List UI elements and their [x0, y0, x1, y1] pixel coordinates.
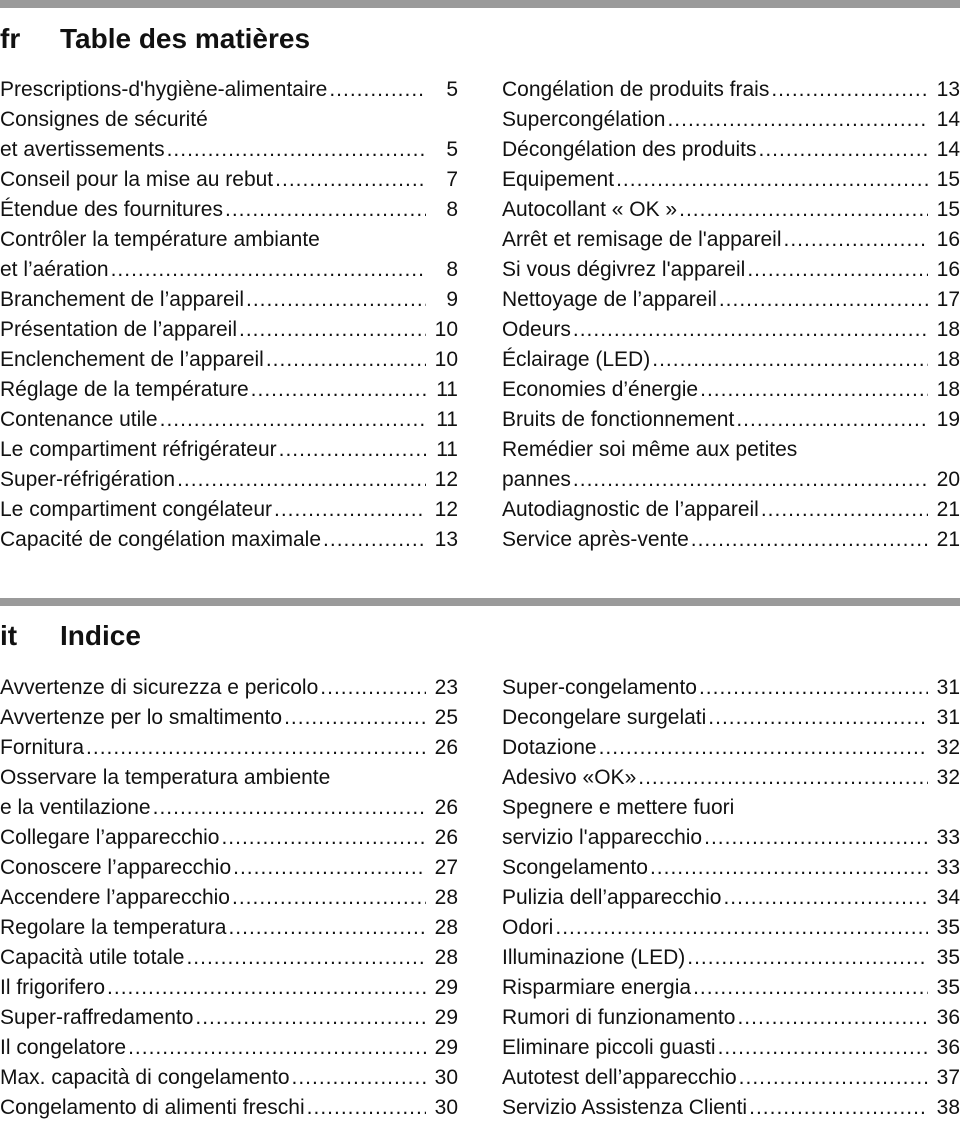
toc-entry	[0, 943, 458, 973]
dot-leader	[698, 375, 928, 405]
toc-page-number: 33	[936, 856, 960, 879]
toc-page-number: 21	[936, 498, 960, 521]
dot-leader	[273, 165, 426, 195]
toc-page-number: 33	[936, 826, 960, 849]
toc-entry	[502, 195, 960, 225]
toc-entry	[502, 435, 960, 465]
toc-entry	[0, 883, 458, 913]
section-divider-fr	[0, 0, 960, 8]
toc-entry-title: Odori	[502, 916, 554, 939]
dot-leader	[706, 703, 928, 733]
toc-entry-title: Illuminazione (LED)	[502, 946, 686, 969]
toc-page-number: 31	[936, 706, 960, 729]
toc-column-right-it	[502, 673, 960, 1123]
toc-entry	[0, 1063, 458, 1093]
toc-entry	[0, 853, 458, 883]
dot-leader	[282, 703, 426, 733]
dot-leader	[244, 285, 426, 315]
dot-leader	[165, 135, 426, 165]
toc-entry-title: Présentation de l’appareil	[0, 318, 237, 341]
toc-page-number: 8	[446, 198, 458, 221]
dot-leader	[757, 135, 928, 165]
toc-entry	[0, 285, 458, 315]
toc-entry-title: Super-raffredamento	[0, 1006, 194, 1029]
dot-leader	[734, 405, 928, 435]
toc-entry	[0, 195, 458, 225]
toc-page-number: 37	[936, 1066, 960, 1089]
dot-leader	[109, 255, 426, 285]
toc-page-number: 10	[434, 348, 458, 371]
toc-page-number: 34	[936, 886, 960, 909]
dot-leader	[781, 225, 928, 255]
toc-entry	[0, 315, 458, 345]
dot-leader	[318, 673, 426, 703]
toc-entry	[0, 733, 458, 763]
toc-entry	[0, 673, 458, 703]
toc-entry-title: Eliminare piccoli guasti	[502, 1036, 716, 1059]
toc-page-number: 16	[936, 258, 960, 281]
toc-entry-title: Il frigorifero	[0, 976, 106, 999]
toc-entry	[502, 1033, 960, 1063]
toc-entry-title: Enclenchement de l’appareil	[0, 348, 264, 371]
toc-entry-title: Super-congelamento	[502, 676, 697, 699]
toc-page-number: 25	[434, 706, 458, 729]
toc-entry	[0, 105, 458, 135]
toc-page-number: 30	[434, 1096, 458, 1119]
toc-entry-title: Il congelatore	[0, 1036, 127, 1059]
dot-leader	[716, 1033, 928, 1063]
dot-leader	[175, 465, 426, 495]
toc-entry	[0, 225, 458, 255]
toc-entry	[502, 1093, 960, 1123]
toc-entry	[0, 255, 458, 285]
toc-entry	[502, 973, 960, 1003]
toc-entry-title: Congelamento di alimenti freschi	[0, 1096, 305, 1119]
toc-page-number: 30	[434, 1066, 458, 1089]
dot-leader	[747, 1093, 928, 1123]
toc-entry	[502, 525, 960, 555]
toc-entry-title: Pulizia dell’apparecchio	[502, 886, 722, 909]
toc-entry	[0, 703, 458, 733]
toc-entry-title: Nettoyage de l’appareil	[502, 288, 717, 311]
dot-leader	[219, 823, 426, 853]
toc-entry	[502, 703, 960, 733]
toc-entry	[0, 165, 458, 195]
dot-leader	[648, 853, 928, 883]
toc-entry	[502, 345, 960, 375]
toc-page-number: 15	[936, 168, 960, 191]
toc-page-number: 16	[936, 228, 960, 251]
toc-page-number: 28	[434, 916, 458, 939]
toc-entry	[502, 913, 960, 943]
toc-page-number: 29	[434, 1036, 458, 1059]
section-divider-it	[0, 598, 960, 606]
toc-entry-title: Prescriptions-d'hygiène-alimentaire	[0, 78, 328, 101]
dot-leader	[272, 495, 426, 525]
section-title: Indice	[60, 620, 141, 651]
dot-leader	[650, 345, 928, 375]
toc-entry	[502, 285, 960, 315]
toc-entry-title: Arrêt et remisage de l'appareil	[502, 228, 782, 251]
dot-leader	[327, 75, 426, 105]
toc-entry-title: Supercongélation	[502, 108, 666, 131]
toc-entry-title: Branchement de l’appareil	[0, 288, 244, 311]
dot-leader	[665, 105, 928, 135]
toc-column-left-fr	[0, 75, 458, 555]
toc-entry-title: Autocollant « OK »	[502, 198, 678, 221]
dot-leader	[614, 165, 928, 195]
dot-leader	[636, 763, 928, 793]
language-code: it	[0, 620, 18, 651]
toc-page-number: 32	[936, 766, 960, 789]
dot-leader	[237, 315, 426, 345]
toc-entry-title: Conoscere l’apparecchio	[0, 856, 232, 879]
dot-leader	[231, 853, 426, 883]
toc-entry	[0, 375, 458, 405]
dot-leader	[184, 943, 426, 973]
dot-leader	[769, 75, 928, 105]
toc-entry-title: e la ventilazione	[0, 796, 151, 819]
section-heading-it	[0, 614, 141, 658]
toc-entry	[502, 465, 960, 495]
toc-page-number: 29	[434, 976, 458, 999]
toc-entry-title: Le compartiment congélateur	[0, 498, 272, 521]
section-heading-fr	[0, 17, 310, 61]
toc-entry-title: Rumori di funzionamento	[502, 1006, 736, 1029]
dot-leader	[721, 883, 928, 913]
toc-entry-title: Risparmiare energia	[502, 976, 692, 999]
dot-leader	[689, 525, 928, 555]
toc-entry	[0, 405, 458, 435]
toc-column-right-fr	[502, 75, 960, 555]
toc-entry	[0, 1003, 458, 1033]
toc-page-number: 5	[446, 138, 458, 161]
toc-entry	[0, 75, 458, 105]
dot-leader	[290, 1063, 427, 1093]
dot-leader	[737, 1063, 928, 1093]
toc-entry-title: Capacité de congélation maximale	[0, 528, 322, 551]
toc-entry-title: Regolare la temperatura	[0, 916, 227, 939]
toc-entry	[502, 255, 960, 285]
toc-entry-title: Éclairage (LED)	[502, 348, 651, 371]
toc-entry	[502, 135, 960, 165]
dot-leader	[597, 733, 928, 763]
toc-entry	[502, 943, 960, 973]
toc-entry	[502, 495, 960, 525]
toc-entry	[502, 375, 960, 405]
toc-entry	[502, 883, 960, 913]
toc-page-number: 28	[434, 946, 458, 969]
toc-entry	[0, 973, 458, 1003]
toc-entry-title: Osservare la temperatura ambiente	[0, 766, 331, 789]
toc-entry-title: Equipement	[502, 168, 615, 191]
toc-entry-title: Super-réfrigération	[0, 468, 176, 491]
dot-leader	[305, 1093, 426, 1123]
toc-entry	[0, 1093, 458, 1123]
toc-entry-title: pannes	[502, 468, 571, 491]
dot-leader	[735, 1003, 928, 1033]
toc-page-number: 5	[446, 78, 458, 101]
toc-entry	[502, 165, 960, 195]
dot-leader	[691, 973, 928, 1003]
dot-leader	[745, 255, 928, 285]
toc-entry-title: Collegare l’apparecchio	[0, 826, 220, 849]
toc-page-number: 35	[936, 946, 960, 969]
toc-entry	[502, 1003, 960, 1033]
toc-page-number: 14	[936, 138, 960, 161]
dot-leader	[571, 315, 928, 345]
toc-entry-title: Réglage de la température	[0, 378, 249, 401]
dot-leader	[105, 973, 426, 1003]
toc-page-number: 26	[434, 826, 458, 849]
dot-leader	[230, 883, 426, 913]
toc-page-number: 28	[434, 886, 458, 909]
toc-entry-title: Autotest dell’apparecchio	[502, 1066, 737, 1089]
toc-column-left-it	[0, 673, 458, 1123]
toc-page-number: 12	[434, 468, 458, 491]
toc-entry	[0, 823, 458, 853]
toc-entry-title: Autodiagnostic de l’appareil	[502, 498, 759, 521]
toc-page-number: 13	[936, 78, 960, 101]
toc-entry	[502, 823, 960, 853]
toc-entry-title: et l’aération	[0, 258, 109, 281]
toc-entry	[0, 763, 458, 793]
toc-entry	[502, 763, 960, 793]
toc-entry-title: Odeurs	[502, 318, 571, 341]
toc-entry-title: Le compartiment réfrigérateur	[0, 438, 277, 461]
toc-entry-title: Conseil pour la mise au rebut	[0, 168, 274, 191]
toc-page-number: 31	[936, 676, 960, 699]
toc-entry-title: Scongelamento	[502, 856, 648, 879]
toc-page-number: 27	[434, 856, 458, 879]
toc-entry-title: Spegnere e mettere fuori	[502, 796, 735, 819]
toc-entry-title: Contrôler la température ambiante	[0, 228, 320, 251]
toc-page-number: 11	[436, 408, 458, 431]
toc-page-number: 15	[936, 198, 960, 221]
toc-page-number: 9	[446, 288, 458, 311]
toc-entry	[502, 405, 960, 435]
dot-leader	[249, 375, 426, 405]
toc-entry	[0, 913, 458, 943]
toc-page-number: 35	[936, 976, 960, 999]
toc-entry	[0, 345, 458, 375]
toc-entry-title: et avertissements	[0, 138, 165, 161]
toc-page-number: 18	[936, 348, 960, 371]
toc-entry-title: Contenance utile	[0, 408, 158, 431]
toc-entry-title: Si vous dégivrez l'appareil	[502, 258, 746, 281]
toc-entry-title: Service après-vente	[502, 528, 689, 551]
toc-entry	[502, 1063, 960, 1093]
toc-entry-title: Accendere l’apparecchio	[0, 886, 230, 909]
toc-entry	[502, 793, 960, 823]
toc-entry-title: Bruits de fonctionnement	[502, 408, 735, 431]
toc-page-number: 36	[936, 1036, 960, 1059]
toc-entry-title: Fornitura	[0, 736, 85, 759]
toc-page-number: 38	[936, 1096, 960, 1119]
toc-page-number: 18	[936, 378, 960, 401]
toc-entry	[502, 733, 960, 763]
toc-entry-title: Economies d’énergie	[502, 378, 699, 401]
toc-entry-title: Congélation de produits frais	[502, 78, 770, 101]
toc-page-number: 26	[434, 796, 458, 819]
toc-entry-title: Avvertenze di sicurezza e pericolo	[0, 676, 319, 699]
toc-page-number: 26	[434, 736, 458, 759]
toc-page-number: 18	[936, 318, 960, 341]
dot-leader	[126, 1033, 426, 1063]
toc-entry	[502, 105, 960, 135]
toc-entry	[0, 1033, 458, 1063]
toc-entry-title: servizio l'apparecchio	[502, 826, 703, 849]
dot-leader	[571, 465, 928, 495]
toc-entry-title: Decongelare surgelati	[502, 706, 707, 729]
toc-page-number: 13	[434, 528, 458, 551]
toc-page-number: 36	[936, 1006, 960, 1029]
toc-entry-title: Servizio Assistenza Clienti	[502, 1096, 748, 1119]
language-code: fr	[0, 23, 21, 54]
toc-page-number: 11	[436, 438, 458, 461]
toc-page-number: 14	[936, 108, 960, 131]
toc-entry	[0, 135, 458, 165]
toc-entry-title: Étendue des fournitures	[0, 198, 223, 221]
toc-page-number: 7	[446, 168, 458, 191]
dot-leader	[677, 195, 928, 225]
toc-entry	[0, 793, 458, 823]
toc-entry	[0, 465, 458, 495]
toc-entry	[502, 673, 960, 703]
dot-leader	[151, 793, 426, 823]
toc-page-number: 20	[936, 468, 960, 491]
dot-leader	[553, 913, 928, 943]
toc-entry	[0, 435, 458, 465]
toc-page-number: 29	[434, 1006, 458, 1029]
toc-page-number: 32	[936, 736, 960, 759]
toc-entry-title: Décongélation des produits	[502, 138, 757, 161]
toc-page-number: 19	[936, 408, 960, 431]
toc-entry	[502, 853, 960, 883]
toc-entry	[0, 495, 458, 525]
toc-entry-title: Max. capacità di congelamento	[0, 1066, 290, 1089]
section-title: Table des matières	[60, 23, 311, 54]
dot-leader	[321, 525, 426, 555]
toc-entry-title: Consignes de sécurité	[0, 108, 208, 131]
dot-leader	[702, 823, 928, 853]
toc-entry-title: Remédier soi même aux petites	[502, 438, 798, 461]
dot-leader	[717, 285, 928, 315]
dot-leader	[264, 345, 426, 375]
toc-page-number: 35	[936, 916, 960, 939]
toc-entry-title: Dotazione	[502, 736, 597, 759]
toc-page-number: 12	[434, 498, 458, 521]
toc-entry-title: Capacità utile totale	[0, 946, 185, 969]
toc-entry	[502, 75, 960, 105]
dot-leader	[223, 195, 426, 225]
toc-page-number: 17	[936, 288, 960, 311]
dot-leader	[697, 673, 928, 703]
dot-leader	[158, 405, 426, 435]
dot-leader	[84, 733, 426, 763]
dot-leader	[226, 913, 426, 943]
toc-page-number: 10	[434, 318, 458, 341]
toc-entry	[502, 225, 960, 255]
dot-leader	[685, 943, 928, 973]
toc-page-number: 8	[446, 258, 458, 281]
toc-entry-title: Adesivo «OK»	[502, 766, 637, 789]
toc-entry	[0, 525, 458, 555]
toc-page-number: 11	[436, 378, 458, 401]
dot-leader	[193, 1003, 426, 1033]
toc-page-number: 21	[936, 528, 960, 551]
dot-leader	[759, 495, 928, 525]
toc-entry	[502, 315, 960, 345]
dot-leader	[277, 435, 426, 465]
toc-page-number: 23	[434, 676, 458, 699]
toc-entry-title: Avvertenze per lo smaltimento	[0, 706, 283, 729]
